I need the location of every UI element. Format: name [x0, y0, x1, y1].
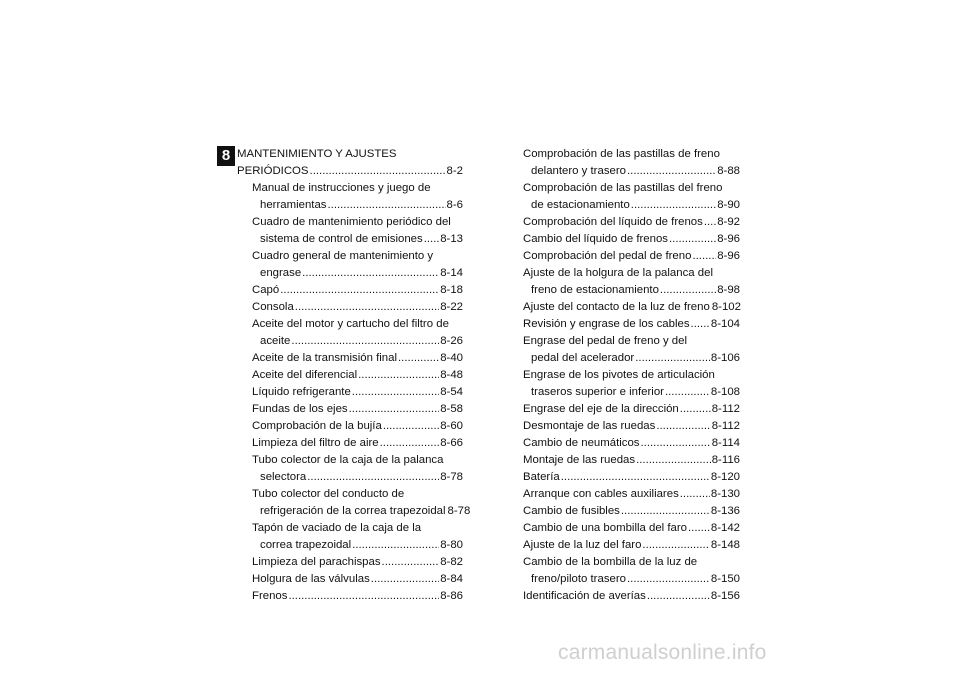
toc-entry[interactable] [237, 418, 463, 435]
toc-entry-page: 8-40 [440, 352, 463, 364]
toc-entry-title: selectora [260, 471, 307, 483]
toc-entry-title: Cambio de neumáticos [523, 437, 640, 449]
toc-entry-title: refrigeración de la correa trapezoidal [260, 505, 446, 517]
toc-entry[interactable] [523, 452, 740, 469]
watermark: carmanualsonline.info [558, 641, 767, 664]
toc-entry-page: 8-88 [717, 165, 740, 177]
toc-entry-page: 8-114 [711, 437, 740, 449]
toc-entry-page: 8-78 [447, 505, 471, 517]
toc-entry-title: engrase [260, 267, 302, 279]
dot-leader [704, 214, 716, 231]
toc-entry[interactable] [237, 350, 463, 367]
toc-entry-page: 8-106 [710, 352, 740, 364]
toc-entry[interactable] [237, 214, 463, 248]
toc-entry-page: 8-80 [440, 539, 463, 551]
dot-leader [352, 537, 439, 554]
toc-entry-title: Cuadro de mantenimiento periódico del [252, 216, 451, 228]
toc-entry-page: 8-130 [710, 488, 740, 500]
toc-entry[interactable] [523, 299, 740, 316]
toc-entry-page: 8-104 [710, 318, 740, 330]
toc-entry-page: 8-102 [711, 301, 741, 313]
toc-entry-title: Fundas de los ejes [252, 403, 348, 415]
toc-entry-page: 8-58 [440, 403, 463, 415]
dot-leader [656, 418, 710, 435]
toc-entry[interactable] [523, 554, 740, 588]
toc-entry[interactable] [237, 588, 463, 605]
toc-entry-page: 8-13 [440, 233, 463, 245]
toc-entry[interactable] [523, 418, 740, 435]
dot-leader [302, 265, 439, 282]
toc-entry-page: 8-54 [440, 386, 463, 398]
dot-leader [621, 503, 710, 520]
toc-entry-title: Holgura de las válvulas [252, 573, 370, 585]
toc-entry-page: 8-136 [710, 505, 740, 517]
toc-entry[interactable] [523, 503, 740, 520]
dot-leader [291, 333, 439, 350]
toc-entry-title: sistema de control de emisiones [260, 233, 423, 245]
toc-entry-page: 8-6 [446, 199, 463, 211]
dot-leader [641, 435, 711, 452]
toc-entry-title: Aceite del motor y cartucho del filtro de [252, 318, 449, 330]
dot-leader [636, 452, 711, 469]
dot-leader [665, 384, 710, 401]
toc-entry-title: pedal del acelerador [531, 352, 635, 364]
toc-entry[interactable] [237, 367, 463, 384]
toc-entry[interactable] [523, 265, 740, 299]
dot-leader [280, 282, 439, 299]
toc-entry-title: Aceite del diferencial [252, 369, 358, 381]
toc-entry[interactable] [237, 554, 463, 571]
dot-leader [680, 401, 711, 418]
dot-leader [669, 231, 716, 248]
toc-entry-title: Frenos [252, 590, 288, 602]
toc-entry[interactable] [237, 401, 463, 418]
toc-entry-title: freno/piloto trasero [531, 573, 626, 585]
dot-leader [288, 588, 439, 605]
toc-entry-title: traseros superior e inferior [531, 386, 664, 398]
toc-entry-page: 8-98 [717, 284, 740, 296]
toc-entry-page: 8-112 [711, 420, 740, 432]
toc-heading-line1: MANTENIMIENTO Y AJUSTES [237, 148, 397, 160]
toc-entry-title: Cambio de una bombilla del faro [523, 522, 687, 534]
toc-entry-page: 8-22 [440, 301, 463, 313]
dot-leader [358, 367, 439, 384]
toc-entry-page: 8-18 [440, 284, 463, 296]
toc-entry-title: Capó [252, 284, 280, 296]
dot-leader [627, 163, 716, 180]
toc-entry-title: Limpieza del filtro de aire [252, 437, 379, 449]
dot-leader [660, 282, 716, 299]
toc-entry[interactable] [523, 248, 740, 265]
toc-entry-title: correa trapezoidal [260, 539, 352, 551]
toc-entry-title: de estacionamiento [531, 199, 630, 211]
dot-leader [380, 435, 440, 452]
toc-entry-title: Ajuste de la holgura de la palanca del [523, 267, 713, 279]
toc-entry-title: Ajuste del contacto de la luz de freno [523, 301, 710, 313]
toc-heading-page: 8-2 [446, 165, 463, 177]
toc-entry[interactable] [237, 282, 463, 299]
toc-entry[interactable] [237, 452, 463, 486]
toc-entry-title: Arranque con cables auxiliares [523, 488, 679, 500]
dot-leader [371, 571, 439, 588]
toc-entry-page: 8-116 [711, 454, 740, 466]
toc-entry-title: Engrase del pedal de freno y del [523, 335, 688, 347]
toc-entry[interactable] [237, 571, 463, 588]
toc-entry[interactable] [237, 299, 463, 316]
dot-leader [627, 571, 710, 588]
toc-entry[interactable] [237, 316, 463, 350]
toc-entry-title: Líquido refrigerante [252, 386, 351, 398]
toc-heading[interactable] [237, 146, 463, 180]
toc-entry-title: Manual de instrucciones y juego de [252, 182, 431, 194]
toc-entry-page: 8-82 [440, 556, 463, 568]
toc-entry-title: Cuadro general de mantenimiento y [252, 250, 434, 262]
toc-entry-page: 8-90 [717, 199, 740, 211]
chapter-tab: 8 [217, 146, 235, 166]
toc-entry[interactable] [237, 248, 463, 282]
toc-entry-title: Comprobación de las pastillas del freno [523, 182, 723, 194]
toc-entry[interactable] [523, 486, 740, 503]
toc-entry-title: Comprobación de las pastillas de freno [523, 148, 720, 160]
dot-leader [352, 384, 439, 401]
toc-entry-title: Montaje de las ruedas [523, 454, 636, 466]
toc-entry[interactable] [523, 180, 740, 214]
toc-entry-page: 8-86 [440, 590, 463, 602]
dot-leader [642, 537, 709, 554]
toc-entry-title: herramientas [260, 199, 327, 211]
toc-entry[interactable] [523, 333, 740, 367]
dot-leader [692, 248, 716, 265]
toc-entry[interactable] [523, 401, 740, 418]
dot-leader [647, 588, 710, 605]
toc-heading-line2: PERIÓDICOS [237, 165, 309, 177]
toc-entry-title: aceite [260, 335, 291, 347]
dot-leader [631, 197, 716, 214]
toc-entry-title: Tubo colector de la caja de la palanca [252, 454, 444, 466]
toc-entry-page: 8-112 [711, 403, 740, 415]
toc-entry-page: 8-48 [440, 369, 463, 381]
toc-entry-title: Comprobación del pedal de freno [523, 250, 692, 262]
toc-entry[interactable] [523, 146, 740, 180]
toc-entry-page: 8-120 [710, 471, 740, 483]
toc-entry-title: Cambio de fusibles [523, 505, 620, 517]
dot-leader [398, 350, 439, 367]
toc-entry-title: Desmontaje de las ruedas [523, 420, 656, 432]
toc-entry[interactable] [523, 214, 740, 231]
toc-entry-title: Cambio de la bombilla de la luz de [523, 556, 698, 568]
dot-leader [635, 350, 710, 367]
toc-entry-page: 8-108 [710, 386, 740, 398]
toc-entry[interactable] [523, 520, 740, 537]
toc-entry[interactable] [523, 537, 740, 554]
toc-entry-page: 8-14 [440, 267, 463, 279]
toc-entry-page: 8-66 [440, 437, 463, 449]
toc-entry-page: 8-156 [710, 590, 740, 602]
toc-entry-title: Revisión y engrase de los cables [523, 318, 690, 330]
dot-leader [691, 316, 710, 333]
toc-entry-title: Comprobación de la bujía [252, 420, 382, 432]
dot-leader [561, 469, 710, 486]
dot-leader [327, 197, 445, 214]
toc-entry-page: 8-26 [440, 335, 463, 347]
toc-entry-page: 8-96 [717, 250, 740, 262]
dot-leader [349, 401, 440, 418]
toc-entry-title: Comprobación del líquido de frenos [523, 216, 703, 228]
toc-entry-title: Aceite de la transmisión final [252, 352, 397, 364]
dot-leader [382, 554, 440, 571]
toc-entry[interactable] [237, 384, 463, 401]
toc-entry-page: 8-142 [710, 522, 740, 534]
toc-entry-title: Engrase de los pivotes de articulación [523, 369, 715, 381]
toc-entry[interactable] [523, 469, 740, 486]
toc-entry-page: 8-92 [717, 216, 740, 228]
toc-entry-page: 8-96 [717, 233, 740, 245]
dot-leader [424, 231, 439, 248]
toc-right-column [523, 146, 740, 605]
toc-entry[interactable] [237, 520, 463, 554]
toc-entry-title: Ajuste de la luz del faro [523, 539, 642, 551]
toc-entry[interactable] [523, 231, 740, 248]
dot-leader [680, 486, 710, 503]
toc-entry[interactable] [523, 367, 740, 401]
toc-entry-title: Cambio del líquido de frenos [523, 233, 669, 245]
toc-entry[interactable] [237, 435, 463, 452]
toc-entry-title: Limpieza del parachispas [252, 556, 381, 568]
dot-leader [295, 299, 439, 316]
toc-entry-page: 8-60 [440, 420, 463, 432]
toc-entry-page: 8-150 [710, 573, 740, 585]
toc-entry-page: 8-84 [440, 573, 463, 585]
dot-leader [383, 418, 439, 435]
toc-entry[interactable] [523, 435, 740, 452]
toc-entry-title: Consola [252, 301, 294, 313]
toc-left-column [237, 146, 471, 605]
toc-entry[interactable] [523, 316, 740, 333]
dot-leader [688, 520, 710, 537]
toc-entry-title: Tubo colector del conducto de [252, 488, 405, 500]
toc-entry-page: 8-148 [710, 539, 740, 551]
toc-entry[interactable] [237, 486, 471, 520]
toc-entry[interactable] [237, 180, 463, 214]
toc-entry-title: Engrase del eje de la dirección [523, 403, 679, 415]
toc-entry-title: Tapón de vaciado de la caja de la [252, 522, 422, 534]
toc-entry[interactable] [523, 588, 740, 605]
dot-leader [307, 469, 439, 486]
toc-entry-title: freno de estacionamiento [531, 284, 659, 296]
toc-entry-title: Identificación de averías [523, 590, 646, 602]
toc-entry-title: delantero y trasero [531, 165, 626, 177]
toc-entry-page: 8-78 [440, 471, 463, 483]
toc-entry-title: Batería [523, 471, 560, 483]
